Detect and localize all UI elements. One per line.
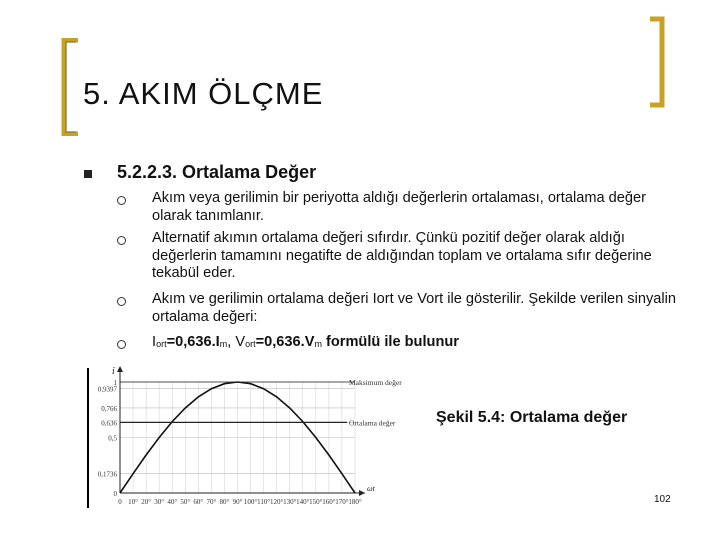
y-tick-label: 1 [113,379,117,387]
x-tick-label: 0 [118,498,122,506]
x-tick-label: 70° [206,498,217,506]
formula-v-max-subscript: m [314,339,322,349]
formula-i-symbol: I [152,334,157,350]
x-tick-label: 110° [257,498,271,506]
y-tick-label: 0,5 [108,434,117,443]
y-tick-label: 0 [113,490,117,498]
list-item: Akım veya gerilimin bir periyotta aldığı değerlerin ortalaması, ortalama değer olarak tanımlanır. [152,190,646,224]
list-item: Akım ve gerilimin ortalama değeri Iort ve Vort ile gösterilir. Şekilde verilen sinyalin ortalama değeri: [152,291,676,325]
x-tick-label: 150° [309,498,323,506]
x-axis-label: ωt [367,484,375,493]
x-tick-label: 10° [128,498,138,506]
formula-i-subscript: ort [156,339,167,349]
x-tick-label: 30° [154,498,165,506]
left-bracket-decoration [60,38,80,136]
x-tick-label: 180° [348,498,362,506]
formula-item [152,334,682,354]
section-bullet [84,170,92,178]
x-tick-label: 120° [270,498,284,506]
formula-separator: , V [227,334,246,350]
formula-tail: formülü ile bulunur [321,334,459,350]
item-bullet [117,236,126,245]
y-tick-label: 0,636 [101,419,117,428]
page-number: 102 [654,494,671,505]
x-tick-label: 40° [167,498,178,506]
average-value-chart [86,360,432,508]
list-item: Alternatif akımın ortalama değeri sıfırdır. Çünkü pozitif değer olarak aldığı değerlerin tamamını negatifte de aldığından toplam ve ortalama sıfır değerine tekabül eder. [152,230,652,281]
section-title: 5.2.2.3. Ortalama Değer [117,162,317,182]
y-tick-label: 0,9397 [97,385,117,394]
annotation-average: Ortalama değer [349,418,396,428]
y-tick-label: 0,1736 [97,470,117,479]
right-bracket-decoration [648,16,666,108]
formula-i-max-subscript: m [219,339,228,349]
x-tick-label: 100° [243,498,258,506]
x-tick-label: 90° [232,498,243,506]
formula-i-expression: =0,636.I [166,334,220,350]
x-axis-arrow [359,490,365,496]
x-tick-label: 20° [141,498,152,506]
x-tick-label: 170° [335,498,349,506]
formula-v-expression: =0,636.V [255,334,315,350]
x-tick-label: 50° [180,498,191,506]
x-tick-label: 80° [219,498,230,506]
figure-caption: Şekil 5.4: Ortalama değer [436,409,628,426]
slide-title: 5. AKIM ÖLÇME [83,76,324,111]
y-axis-label: i [112,366,115,377]
y-tick-label: 0,766 [101,404,117,413]
item-bullet [117,297,126,306]
x-tick-label: 140° [296,498,310,506]
annotation-maximum: Maksimum değer [349,378,402,387]
x-tick-label: 160° [322,498,336,506]
x-tick-label: 60° [193,498,204,506]
item-bullet [117,196,126,205]
formula-v-subscript: ort [245,339,256,349]
y-axis-arrow [117,366,123,372]
item-bullet [117,340,126,349]
x-tick-label: 130° [283,498,297,506]
